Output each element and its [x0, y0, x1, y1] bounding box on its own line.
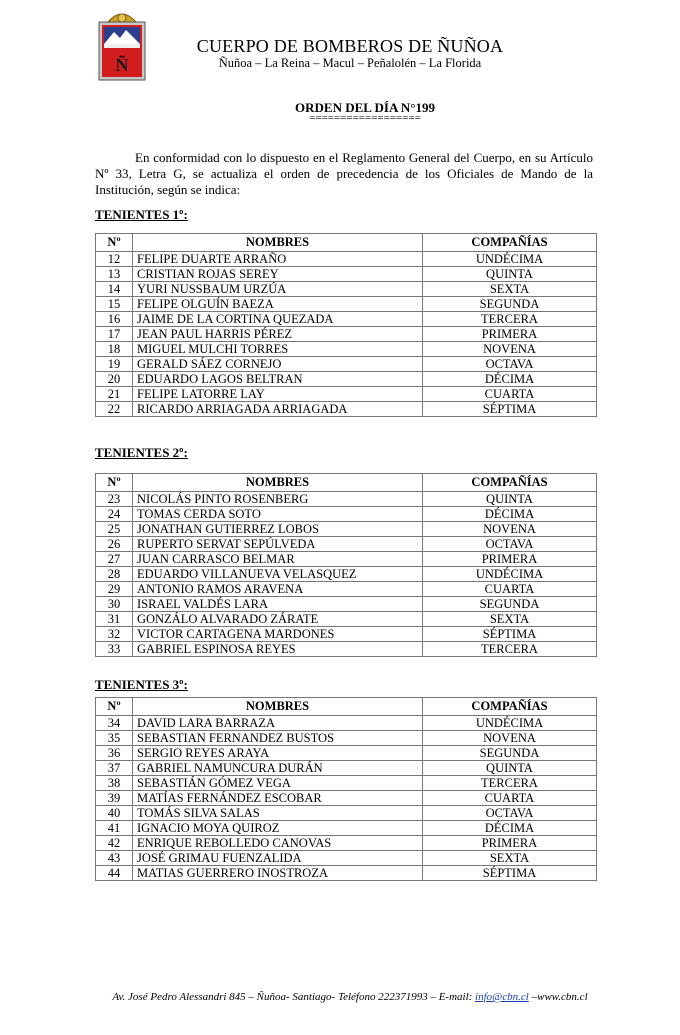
officer-number: 26	[96, 537, 133, 552]
officer-name: ISRAEL VALDÉS LARA	[133, 597, 423, 612]
officer-number: 14	[96, 282, 133, 297]
officer-number: 27	[96, 552, 133, 567]
officer-company: SEGUNDA	[423, 597, 597, 612]
table-row	[96, 537, 597, 552]
officer-company: NOVENA	[423, 342, 597, 357]
intro-paragraph: En conformidad con lo dispuesto en el Reglamento General del Cuerpo, en su Artículo Nº 33, Letra G, se actualiza el orden de precedencia de los Oficiales de Mando de la Institución, según se indica:	[95, 150, 593, 197]
officer-number: 16	[96, 312, 133, 327]
table-row	[96, 327, 597, 342]
officer-name: JONATHAN GUTIERREZ LOBOS	[133, 522, 423, 537]
crest-letter: Ñ	[115, 55, 129, 75]
table-row	[96, 507, 597, 522]
officer-name: EDUARDO LAGOS BELTRAN	[133, 372, 423, 387]
section-title-tenientes-1: TENIENTES 1º:	[95, 207, 188, 222]
table-row	[96, 851, 597, 866]
officer-number: 13	[96, 267, 133, 282]
officer-number: 17	[96, 327, 133, 342]
section-title-tenientes-3: TENIENTES 3º:	[95, 677, 188, 692]
officer-company: SEGUNDA	[423, 297, 597, 312]
footer-contact	[0, 991, 680, 1003]
officer-name: GONZÁLO ALVARADO ZÁRATE	[133, 612, 423, 627]
officer-name: GABRIEL NAMUNCURA DURÁN	[133, 761, 423, 776]
officer-company: SÉPTIMA	[423, 402, 597, 417]
officer-number: 36	[96, 746, 133, 761]
officer-company: QUINTA	[423, 761, 597, 776]
table-row	[96, 312, 597, 327]
officer-number: 34	[96, 716, 133, 731]
officer-name: IGNACIO MOYA QUIROZ	[133, 821, 423, 836]
table-row	[96, 297, 597, 312]
officer-name: VICTOR CARTAGENA MARDONES	[133, 627, 423, 642]
officer-company: SEXTA	[423, 851, 597, 866]
table-row	[96, 627, 597, 642]
officer-number: 35	[96, 731, 133, 746]
officer-name: ANTONIO RAMOS ARAVENA	[133, 582, 423, 597]
officer-company: SÉPTIMA	[423, 866, 597, 881]
officer-company: TERCERA	[423, 312, 597, 327]
officer-name: JUAN CARRASCO BELMAR	[133, 552, 423, 567]
officer-company: OCTAVA	[423, 357, 597, 372]
table-row	[96, 821, 597, 836]
officer-number: 21	[96, 387, 133, 402]
officer-name: ENRIQUE REBOLLEDO CANOVAS	[133, 836, 423, 851]
officer-number: 29	[96, 582, 133, 597]
table-row	[96, 357, 597, 372]
officer-name: GABRIEL ESPINOSA REYES	[133, 642, 423, 657]
order-title-underline: ==================	[309, 112, 421, 124]
column-header-names: NOMBRES	[133, 234, 423, 252]
officer-number: 28	[96, 567, 133, 582]
officer-name: SEBASTIÁN GÓMEZ VEGA	[133, 776, 423, 791]
table-row	[96, 761, 597, 776]
column-header-names: NOMBRES	[133, 698, 423, 716]
officer-number: 30	[96, 597, 133, 612]
officer-number: 33	[96, 642, 133, 657]
officers-table-tenientes-3	[95, 697, 597, 881]
officer-company: SEXTA	[423, 282, 597, 297]
officer-number: 43	[96, 851, 133, 866]
officer-company: PRIMERA	[423, 552, 597, 567]
table-row	[96, 267, 597, 282]
table-row	[96, 552, 597, 567]
officer-number: 19	[96, 357, 133, 372]
table-row	[96, 776, 597, 791]
officer-company: UNDÉCIMA	[423, 716, 597, 731]
officer-number: 38	[96, 776, 133, 791]
table-row	[96, 806, 597, 821]
table-body	[96, 716, 597, 881]
officer-number: 41	[96, 821, 133, 836]
officer-company: PRIMERA	[423, 327, 597, 342]
table-row	[96, 612, 597, 627]
table-row	[96, 642, 597, 657]
table-row	[96, 791, 597, 806]
officer-company: DÉCIMA	[423, 507, 597, 522]
officer-company: QUINTA	[423, 492, 597, 507]
officer-company: SÉPTIMA	[423, 627, 597, 642]
column-header-number: Nº	[96, 234, 133, 252]
table-header-row	[96, 474, 597, 492]
officer-name: YURI NUSSBAUM URZÚA	[133, 282, 423, 297]
officer-company: DÉCIMA	[423, 821, 597, 836]
officer-company: TERCERA	[423, 776, 597, 791]
officer-number: 18	[96, 342, 133, 357]
officer-number: 23	[96, 492, 133, 507]
table-row	[96, 746, 597, 761]
table-body	[96, 252, 597, 417]
officers-table-tenientes-2	[95, 473, 597, 657]
order-title: ORDEN DEL DÍA N°199	[295, 100, 435, 115]
officer-number: 12	[96, 252, 133, 267]
table-header-row	[96, 234, 597, 252]
officer-number: 44	[96, 866, 133, 881]
officer-name: JEAN PAUL HARRIS PÉREZ	[133, 327, 423, 342]
officer-name: GERALD SÁEZ CORNEJO	[133, 357, 423, 372]
officers-table-tenientes-1	[95, 233, 597, 417]
table-row	[96, 522, 597, 537]
officer-name: JAIME DE LA CORTINA QUEZADA	[133, 312, 423, 327]
officer-number: 15	[96, 297, 133, 312]
section-title-tenientes-2: TENIENTES 2º:	[95, 445, 188, 460]
officer-company: DÉCIMA	[423, 372, 597, 387]
officer-company: NOVENA	[423, 731, 597, 746]
officer-number: 39	[96, 791, 133, 806]
column-header-number: Nº	[96, 474, 133, 492]
table-row	[96, 252, 597, 267]
column-header-number: Nº	[96, 698, 133, 716]
footer-address: Av. José Pedro Alessandri 845 – Ñuñoa- Santiago- Teléfono 222371993 – E-mail:	[112, 991, 476, 1003]
officer-company: UNDÉCIMA	[423, 567, 597, 582]
officer-number: 24	[96, 507, 133, 522]
footer-email-link[interactable]: info@cbn.cl	[475, 991, 529, 1003]
officer-name: SERGIO REYES ARAYA	[133, 746, 423, 761]
officer-name: DAVID LARA BARRAZA	[133, 716, 423, 731]
column-header-names: NOMBRES	[133, 474, 423, 492]
officer-name: JOSÉ GRIMAU FUENZALIDA	[133, 851, 423, 866]
officer-name: MATÍAS FERNÁNDEZ ESCOBAR	[133, 791, 423, 806]
table-row	[96, 402, 597, 417]
officer-name: MIGUEL MULCHI TORRES	[133, 342, 423, 357]
table-row	[96, 492, 597, 507]
officer-name: NICOLÁS PINTO ROSENBERG	[133, 492, 423, 507]
officer-name: TOMAS CERDA SOTO	[133, 507, 423, 522]
table-row	[96, 716, 597, 731]
officer-name: TOMÁS SILVA SALAS	[133, 806, 423, 821]
officer-number: 37	[96, 761, 133, 776]
table-body	[96, 492, 597, 657]
table-row	[96, 372, 597, 387]
table-row	[96, 582, 597, 597]
table-row	[96, 282, 597, 297]
officer-company: QUINTA	[423, 267, 597, 282]
footer-website: –www.cbn.cl	[528, 991, 588, 1003]
officer-company: UNDÉCIMA	[423, 252, 597, 267]
table-row	[96, 597, 597, 612]
officer-company: CUARTA	[423, 387, 597, 402]
officer-company: CUARTA	[423, 791, 597, 806]
officer-company: PRIMERA	[423, 836, 597, 851]
officer-company: TERCERA	[423, 642, 597, 657]
fire-department-crest-logo	[96, 8, 148, 84]
officer-company: NOVENA	[423, 522, 597, 537]
officer-name: SEBASTIAN FERNANDEZ BUSTOS	[133, 731, 423, 746]
officer-name: RUPERTO SERVAT SEPÚLVEDA	[133, 537, 423, 552]
officer-name: MATIAS GUERRERO INOSTROZA	[133, 866, 423, 881]
officer-number: 32	[96, 627, 133, 642]
table-row	[96, 731, 597, 746]
column-header-companies: COMPAÑÍAS	[423, 234, 597, 252]
officer-company: CUARTA	[423, 582, 597, 597]
organization-name: CUERPO DE BOMBEROS DE ÑUÑOA	[196, 36, 504, 56]
column-header-companies: COMPAÑÍAS	[423, 474, 597, 492]
officer-company: OCTAVA	[423, 537, 597, 552]
column-header-companies: COMPAÑÍAS	[423, 698, 597, 716]
officer-name: CRISTIAN ROJAS SEREY	[133, 267, 423, 282]
officer-company: OCTAVA	[423, 806, 597, 821]
officer-company: SEGUNDA	[423, 746, 597, 761]
officer-name: FELIPE OLGUÍN BAEZA	[133, 297, 423, 312]
officer-name: FELIPE LATORRE LAY	[133, 387, 423, 402]
officer-number: 42	[96, 836, 133, 851]
officer-company: SEXTA	[423, 612, 597, 627]
officer-number: 31	[96, 612, 133, 627]
officer-number: 22	[96, 402, 133, 417]
table-row	[96, 387, 597, 402]
table-row	[96, 866, 597, 881]
table-row	[96, 836, 597, 851]
organization-communes: Ñuñoa – La Reina – Macul – Peñalolén – La Florida	[218, 56, 482, 70]
table-row	[96, 567, 597, 582]
officer-name: FELIPE DUARTE ARRAÑO	[133, 252, 423, 267]
officer-name: RICARDO ARRIAGADA ARRIAGADA	[133, 402, 423, 417]
officer-number: 40	[96, 806, 133, 821]
officer-number: 20	[96, 372, 133, 387]
officer-name: EDUARDO VILLANUEVA VELASQUEZ	[133, 567, 423, 582]
table-row	[96, 342, 597, 357]
officer-number: 25	[96, 522, 133, 537]
table-header-row	[96, 698, 597, 716]
